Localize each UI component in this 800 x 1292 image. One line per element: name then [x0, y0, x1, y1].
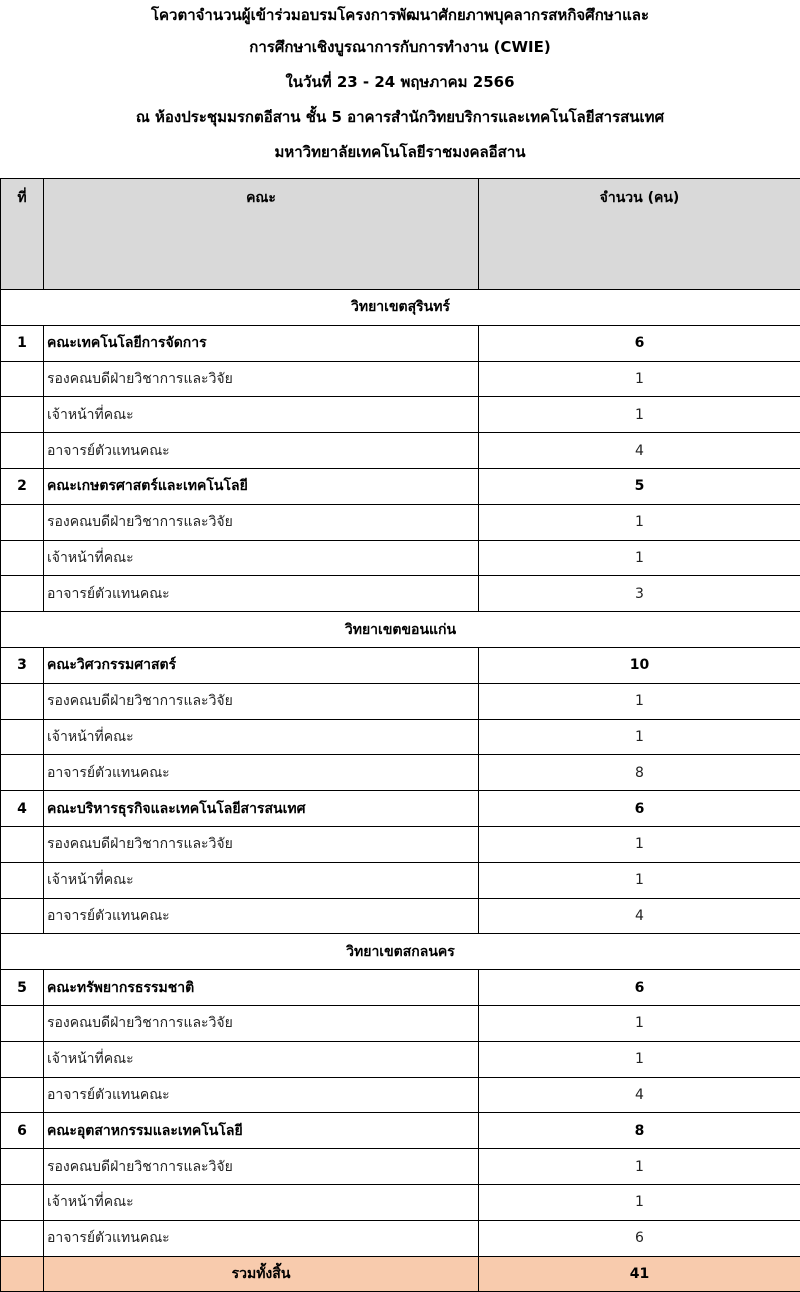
position-row — [1, 361, 800, 397]
row-number-empty — [1, 1005, 44, 1041]
faculty-count: 10 — [479, 647, 800, 683]
position-row — [1, 433, 800, 469]
row-number-empty — [1, 862, 44, 898]
position-name: รองคณบดีฝ่ายวิชาการและวิจัย — [44, 826, 479, 862]
faculty-row — [1, 325, 800, 361]
position-row — [1, 1149, 800, 1185]
position-name: รองคณบดีฝ่ายวิชาการและวิจัย — [44, 1005, 479, 1041]
position-count: 3 — [479, 576, 800, 612]
total-no-cell — [1, 1256, 44, 1292]
row-number-empty — [1, 1184, 44, 1220]
title-line: การศึกษาเชิงบูรณาการกับการทำงาน (CWIE) — [0, 30, 800, 65]
row-number: 1 — [1, 325, 44, 361]
row-number-empty — [1, 1041, 44, 1077]
faculty-name: คณะทรัพยากรธรรมชาติ — [44, 970, 479, 1006]
position-row — [1, 1077, 800, 1113]
campus-row — [1, 934, 800, 970]
position-count: 1 — [479, 504, 800, 540]
position-row — [1, 862, 800, 898]
position-name: รองคณบดีฝ่ายวิชาการและวิจัย — [44, 361, 479, 397]
position-name: เจ้าหน้าที่คณะ — [44, 1041, 479, 1077]
position-count: 8 — [479, 755, 800, 791]
quota-table — [0, 178, 800, 1292]
position-row — [1, 1041, 800, 1077]
campus-row — [1, 612, 800, 648]
header-no: ที่ — [1, 179, 44, 290]
total-row — [1, 1256, 800, 1292]
position-row — [1, 826, 800, 862]
row-number-empty — [1, 719, 44, 755]
row-number-empty — [1, 1220, 44, 1256]
row-number-empty — [1, 504, 44, 540]
header-count: จำนวน (คน) — [479, 179, 800, 290]
faculty-name: คณะบริหารธุรกิจและเทคโนโลยีสารสนเทศ — [44, 791, 479, 827]
row-number: 2 — [1, 468, 44, 504]
position-name: เจ้าหน้าที่คณะ — [44, 540, 479, 576]
row-number-empty — [1, 1149, 44, 1185]
position-row — [1, 540, 800, 576]
row-number-empty — [1, 397, 44, 433]
faculty-row — [1, 468, 800, 504]
position-name: อาจารย์ตัวแทนคณะ — [44, 433, 479, 469]
position-name: อาจารย์ตัวแทนคณะ — [44, 576, 479, 612]
position-row — [1, 719, 800, 755]
row-number-empty — [1, 755, 44, 791]
faculty-name: คณะวิศวกรรมศาสตร์ — [44, 647, 479, 683]
faculty-name: คณะอุตสาหกรรมและเทคโนโลยี — [44, 1113, 479, 1149]
position-row — [1, 397, 800, 433]
position-count: 1 — [479, 361, 800, 397]
position-count: 1 — [479, 826, 800, 862]
position-name: อาจารย์ตัวแทนคณะ — [44, 1077, 479, 1113]
row-number: 5 — [1, 970, 44, 1006]
campus-label: วิทยาเขตสุรินทร์ — [1, 290, 800, 326]
title-line: ในวันที่ 23 - 24 พฤษภาคม 2566 — [0, 65, 800, 100]
campus-row — [1, 290, 800, 326]
position-row — [1, 1005, 800, 1041]
faculty-name: คณะเกษตรศาสตร์และเทคโนโลยี — [44, 468, 479, 504]
row-number: 4 — [1, 791, 44, 827]
position-row — [1, 683, 800, 719]
row-number-empty — [1, 683, 44, 719]
faculty-name: คณะเทคโนโลยีการจัดการ — [44, 325, 479, 361]
position-count: 4 — [479, 433, 800, 469]
position-count: 1 — [479, 719, 800, 755]
faculty-count: 8 — [479, 1113, 800, 1149]
position-count: 1 — [479, 397, 800, 433]
position-count: 4 — [479, 898, 800, 934]
position-row — [1, 898, 800, 934]
row-number-empty — [1, 898, 44, 934]
position-count: 6 — [479, 1220, 800, 1256]
position-name: รองคณบดีฝ่ายวิชาการและวิจัย — [44, 1149, 479, 1185]
position-count: 1 — [479, 540, 800, 576]
position-count: 1 — [479, 862, 800, 898]
row-number: 3 — [1, 647, 44, 683]
faculty-row — [1, 791, 800, 827]
title-line: โควตาจำนวนผู้เข้าร่วมอบรมโครงการพัฒนาศักยภาพบุคลากรสหกิจศึกษาและ — [0, 0, 800, 30]
total-label: รวมทั้งสิ้น — [44, 1256, 479, 1292]
row-number-empty — [1, 1077, 44, 1113]
campus-label: วิทยาเขตสกลนคร — [1, 934, 800, 970]
position-name: เจ้าหน้าที่คณะ — [44, 397, 479, 433]
row-number-empty — [1, 540, 44, 576]
faculty-row — [1, 647, 800, 683]
table-body — [1, 290, 800, 1257]
position-row — [1, 504, 800, 540]
title-line: ณ ห้องประชุมมรกตอีสาน ชั้น 5 อาคารสำนักวิทยบริการและเทคโนโลยีสารสนเทศ — [0, 100, 800, 135]
position-row — [1, 576, 800, 612]
row-number-empty — [1, 433, 44, 469]
position-name: อาจารย์ตัวแทนคณะ — [44, 1220, 479, 1256]
row-number-empty — [1, 826, 44, 862]
position-name: อาจารย์ตัวแทนคณะ — [44, 898, 479, 934]
position-count: 1 — [479, 1184, 800, 1220]
row-number: 6 — [1, 1113, 44, 1149]
faculty-count: 6 — [479, 970, 800, 1006]
title-line: มหาวิทยาลัยเทคโนโลยีราชมงคลอีสาน — [0, 135, 800, 170]
row-number-empty — [1, 576, 44, 612]
total-count: 41 — [479, 1256, 800, 1292]
faculty-count: 6 — [479, 791, 800, 827]
position-row — [1, 1184, 800, 1220]
faculty-row — [1, 970, 800, 1006]
position-name: เจ้าหน้าที่คณะ — [44, 862, 479, 898]
position-count: 4 — [479, 1077, 800, 1113]
faculty-row — [1, 1113, 800, 1149]
position-name: เจ้าหน้าที่คณะ — [44, 719, 479, 755]
position-row — [1, 755, 800, 791]
document-title — [0, 0, 800, 170]
row-number-empty — [1, 361, 44, 397]
header-faculty: คณะ — [44, 179, 479, 290]
campus-label: วิทยาเขตขอนแก่น — [1, 612, 800, 648]
position-count: 1 — [479, 1005, 800, 1041]
faculty-count: 5 — [479, 468, 800, 504]
position-count: 1 — [479, 683, 800, 719]
position-count: 1 — [479, 1041, 800, 1077]
position-name: รองคณบดีฝ่ายวิชาการและวิจัย — [44, 683, 479, 719]
table-header-row — [1, 179, 800, 290]
position-name: อาจารย์ตัวแทนคณะ — [44, 755, 479, 791]
position-name: เจ้าหน้าที่คณะ — [44, 1184, 479, 1220]
position-count: 1 — [479, 1149, 800, 1185]
position-name: รองคณบดีฝ่ายวิชาการและวิจัย — [44, 504, 479, 540]
position-row — [1, 1220, 800, 1256]
faculty-count: 6 — [479, 325, 800, 361]
